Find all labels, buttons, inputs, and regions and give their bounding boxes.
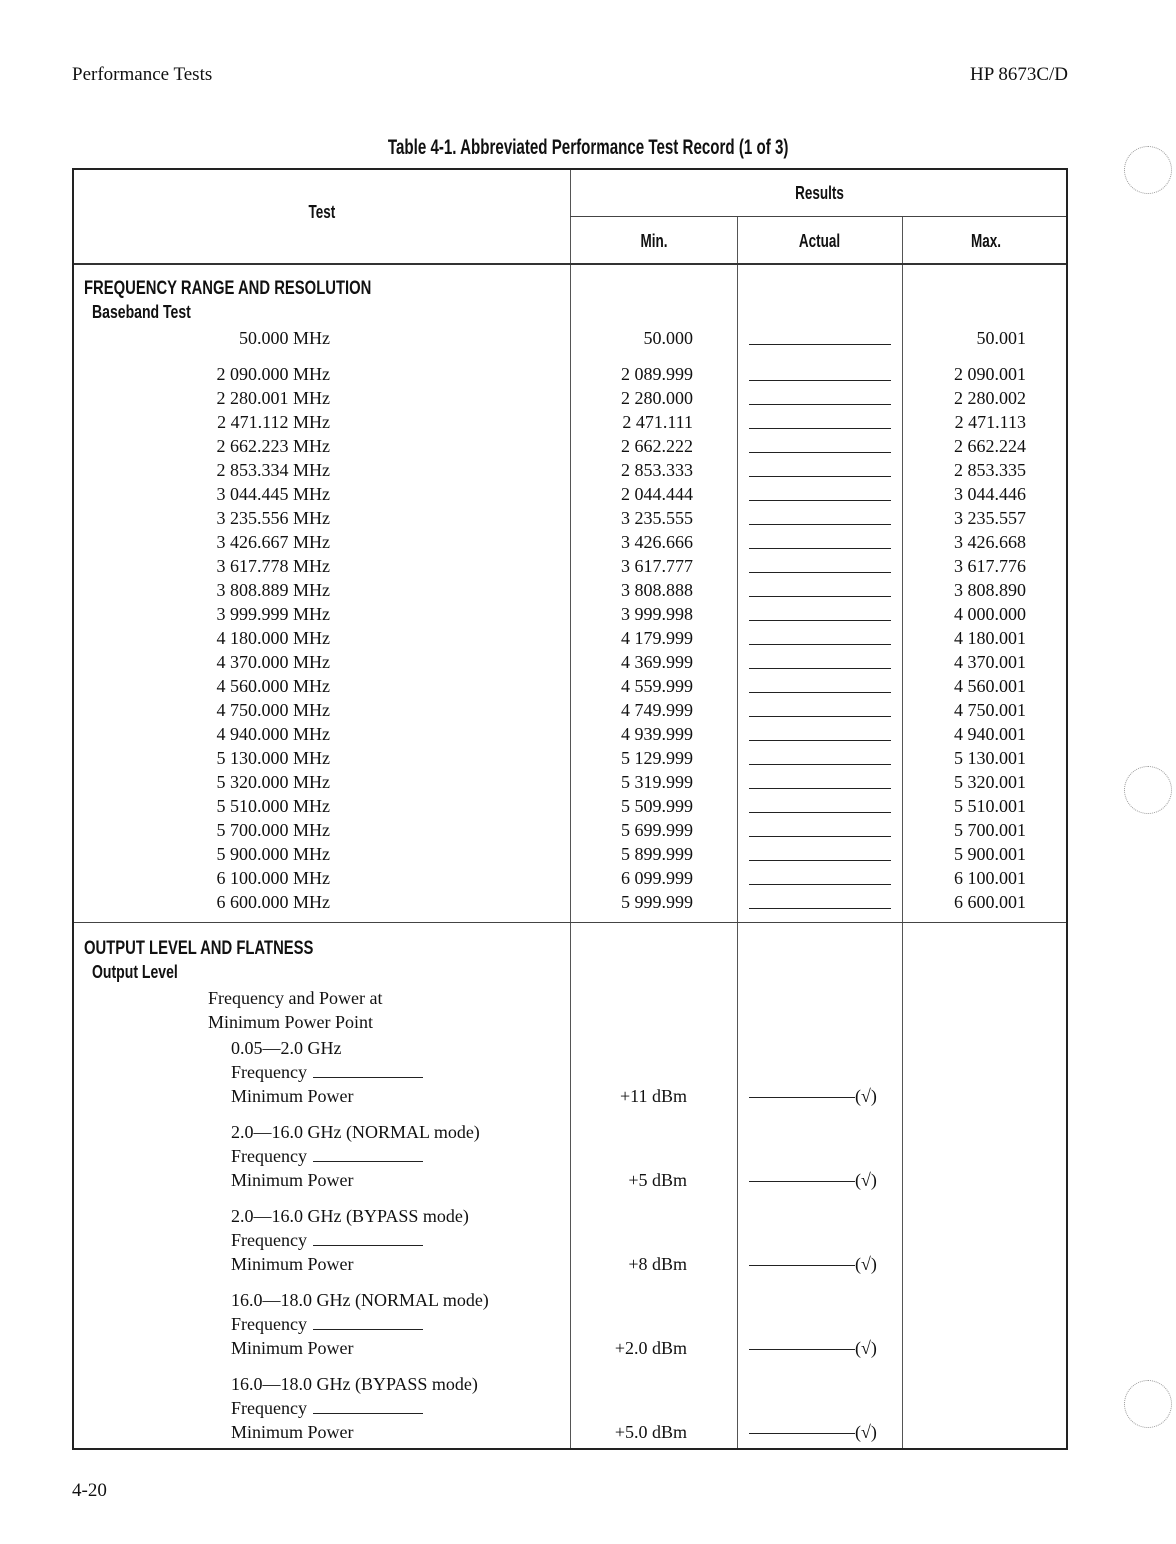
table-row bbox=[74, 868, 1066, 892]
min-value: 4 369.999 bbox=[621, 652, 693, 672]
header-min: Min. bbox=[640, 231, 667, 251]
table-title: Table 4-1. Abbreviated Performance Test Record (1 of 3) bbox=[387, 136, 789, 159]
test-frequency: 2 090.000 MHz bbox=[216, 364, 330, 384]
actual-entry-field[interactable] bbox=[749, 716, 891, 717]
test-frequency: 4 560.000 MHz bbox=[216, 676, 330, 696]
actual-entry-field[interactable] bbox=[749, 524, 891, 525]
table-row bbox=[74, 556, 1066, 580]
min-power-value: +11 dBm bbox=[620, 1086, 687, 1106]
test-frequency: 2 471.112 MHz bbox=[217, 412, 330, 432]
min-value: 2 280.000 bbox=[621, 388, 693, 408]
actual-entry-field[interactable] bbox=[749, 572, 891, 573]
table-row bbox=[74, 484, 1066, 508]
subsection-title: Baseband Test bbox=[92, 302, 191, 322]
max-value: 3 235.557 bbox=[954, 508, 1026, 528]
section-title: FREQUENCY RANGE AND RESOLUTION bbox=[84, 278, 372, 299]
max-value: 2 471.113 bbox=[954, 412, 1026, 432]
table-row bbox=[74, 844, 1066, 868]
test-frequency: 5 320.000 MHz bbox=[216, 772, 330, 792]
actual-entry-field[interactable] bbox=[749, 884, 891, 885]
table-row bbox=[74, 532, 1066, 556]
table-row bbox=[74, 652, 1066, 676]
actual-entry-field[interactable] bbox=[749, 692, 891, 693]
table-row bbox=[74, 724, 1066, 748]
test-frequency: 4 750.000 MHz bbox=[216, 700, 330, 720]
actual-entry-field[interactable] bbox=[749, 428, 891, 429]
max-value: 5 510.001 bbox=[954, 796, 1026, 816]
test-frequency: 5 700.000 MHz bbox=[216, 820, 330, 840]
band-range: 2.0—16.0 GHz (BYPASS mode) bbox=[231, 1206, 469, 1226]
min-value: 3 617.777 bbox=[621, 556, 693, 576]
section-divider bbox=[74, 922, 1066, 923]
table-row bbox=[74, 748, 1066, 772]
frequency-entry bbox=[231, 1314, 423, 1335]
test-frequency: 3 617.778 MHz bbox=[216, 556, 330, 576]
table-row bbox=[74, 460, 1066, 484]
max-value: 4 940.001 bbox=[954, 724, 1026, 744]
max-value: 6 600.001 bbox=[954, 892, 1026, 912]
frequency-entry-field[interactable] bbox=[313, 1412, 423, 1414]
min-value: 5 699.999 bbox=[621, 820, 693, 840]
max-value: 3 808.890 bbox=[954, 580, 1026, 600]
max-value: 2 662.224 bbox=[954, 436, 1026, 456]
actual-entry-field[interactable] bbox=[749, 452, 891, 453]
test-frequency: 4 940.000 MHz bbox=[216, 724, 330, 744]
check-mark-icon: (√) bbox=[855, 1086, 877, 1106]
actual-entry-field[interactable] bbox=[749, 860, 891, 861]
frequency-entry-field[interactable] bbox=[313, 1076, 423, 1078]
performance-test-record-table bbox=[72, 168, 1068, 1450]
actual-entry-field[interactable] bbox=[749, 788, 891, 789]
max-value: 2 280.002 bbox=[954, 388, 1026, 408]
max-value: 2 090.001 bbox=[954, 364, 1026, 384]
min-value: 4 179.999 bbox=[621, 628, 693, 648]
header-actual: Actual bbox=[798, 231, 841, 251]
min-power-label: Minimum Power bbox=[231, 1422, 354, 1442]
frequency-label: Frequency bbox=[231, 1062, 307, 1082]
punch-hole-mark bbox=[1124, 1380, 1172, 1428]
actual-entry-field[interactable] bbox=[749, 548, 891, 549]
table-row bbox=[74, 604, 1066, 628]
max-value: 4 750.001 bbox=[954, 700, 1026, 720]
frequency-label: Frequency bbox=[231, 1314, 307, 1334]
min-power-value: +5 dBm bbox=[628, 1170, 687, 1190]
actual-entry-field[interactable] bbox=[749, 764, 891, 765]
min-value: 4 559.999 bbox=[621, 676, 693, 696]
min-value: 2 662.222 bbox=[621, 436, 693, 456]
check-mark-icon: (√) bbox=[855, 1170, 877, 1190]
max-value: 4 180.001 bbox=[954, 628, 1026, 648]
frequency-entry bbox=[231, 1230, 423, 1251]
table-row bbox=[74, 412, 1066, 436]
band-range: 16.0—18.0 GHz (NORMAL mode) bbox=[231, 1290, 489, 1310]
min-value: 4 939.999 bbox=[621, 724, 693, 744]
max-value: 5 320.001 bbox=[954, 772, 1026, 792]
max-value: 4 370.001 bbox=[954, 652, 1026, 672]
max-value: 4 000.000 bbox=[954, 604, 1026, 624]
actual-check-entry bbox=[749, 1338, 877, 1359]
check-mark-icon: (√) bbox=[855, 1338, 877, 1358]
test-frequency: 3 235.556 MHz bbox=[216, 508, 330, 528]
test-frequency: 3 999.999 MHz bbox=[216, 604, 330, 624]
table-row bbox=[74, 628, 1066, 652]
section-title: OUTPUT LEVEL AND FLATNESS bbox=[84, 938, 314, 959]
frequency-entry bbox=[231, 1062, 423, 1083]
table-row bbox=[74, 508, 1066, 532]
min-value: 5 319.999 bbox=[621, 772, 693, 792]
actual-check-entry bbox=[749, 1086, 877, 1107]
actual-entry-field[interactable] bbox=[749, 344, 891, 345]
max-value: 4 560.001 bbox=[954, 676, 1026, 696]
actual-entry-field[interactable] bbox=[749, 1096, 855, 1098]
test-frequency: 4 180.000 MHz bbox=[216, 628, 330, 648]
min-value: 2 471.111 bbox=[622, 412, 693, 432]
frequency-entry-field[interactable] bbox=[313, 1160, 423, 1162]
table-row bbox=[74, 388, 1066, 412]
test-frequency: 4 370.000 MHz bbox=[216, 652, 330, 672]
test-frequency: 2 280.001 MHz bbox=[216, 388, 330, 408]
subsection-title: Output Level bbox=[92, 962, 178, 982]
min-value: 3 235.555 bbox=[621, 508, 693, 528]
min-value: 2 044.444 bbox=[621, 484, 693, 504]
min-power-label: Minimum Power bbox=[231, 1338, 354, 1358]
table-row bbox=[74, 580, 1066, 604]
check-mark-icon: (√) bbox=[855, 1422, 877, 1442]
min-value: 50.000 bbox=[643, 328, 693, 348]
max-value: 3 617.776 bbox=[954, 556, 1026, 576]
table-row bbox=[74, 820, 1066, 844]
max-value: 5 700.001 bbox=[954, 820, 1026, 840]
actual-entry-field[interactable] bbox=[749, 644, 891, 645]
header-bottom-rule bbox=[74, 263, 1066, 265]
min-value: 5 999.999 bbox=[621, 892, 693, 912]
min-power-value: +8 dBm bbox=[628, 1254, 687, 1274]
check-mark-icon: (√) bbox=[855, 1254, 877, 1274]
min-power-label: Minimum Power bbox=[231, 1170, 354, 1190]
output-level-intro: Frequency and Power at bbox=[208, 988, 383, 1008]
actual-entry-field[interactable] bbox=[749, 836, 891, 837]
min-value: 3 426.666 bbox=[621, 532, 693, 552]
test-frequency: 2 853.334 MHz bbox=[216, 460, 330, 480]
running-header-left: Performance Tests bbox=[72, 64, 213, 85]
actual-entry-field[interactable] bbox=[749, 500, 891, 501]
actual-entry-field[interactable] bbox=[749, 740, 891, 741]
min-value: 5 129.999 bbox=[621, 748, 693, 768]
actual-entry-field[interactable] bbox=[749, 1348, 855, 1350]
test-frequency: 50.000 MHz bbox=[239, 328, 330, 348]
max-value: 5 130.001 bbox=[954, 748, 1026, 768]
frequency-label: Frequency bbox=[231, 1398, 307, 1418]
max-value: 2 853.335 bbox=[954, 460, 1026, 480]
max-value: 5 900.001 bbox=[954, 844, 1026, 864]
min-value: 5 509.999 bbox=[621, 796, 693, 816]
band-range: 16.0—18.0 GHz (BYPASS mode) bbox=[231, 1374, 478, 1394]
header-test: Test bbox=[308, 202, 336, 222]
table-row bbox=[74, 892, 1066, 916]
actual-check-entry bbox=[749, 1422, 877, 1443]
frequency-label: Frequency bbox=[231, 1146, 307, 1166]
punch-hole-mark bbox=[1124, 766, 1172, 814]
band-range: 0.05—2.0 GHz bbox=[231, 1038, 342, 1058]
actual-entry-field[interactable] bbox=[749, 812, 891, 813]
actual-entry-field[interactable] bbox=[749, 908, 891, 909]
test-frequency: 3 808.889 MHz bbox=[216, 580, 330, 600]
actual-entry-field[interactable] bbox=[749, 1264, 855, 1266]
min-power-label: Minimum Power bbox=[231, 1254, 354, 1274]
frequency-label: Frequency bbox=[231, 1230, 307, 1250]
actual-entry-field[interactable] bbox=[749, 476, 891, 477]
band-range: 2.0—16.0 GHz (NORMAL mode) bbox=[231, 1122, 480, 1142]
min-power-label: Minimum Power bbox=[231, 1086, 354, 1106]
table-row bbox=[74, 796, 1066, 820]
min-power-value: +5.0 dBm bbox=[614, 1422, 687, 1442]
test-frequency: 2 662.223 MHz bbox=[216, 436, 330, 456]
output-level-intro: Minimum Power Point bbox=[208, 1012, 374, 1032]
max-value: 3 044.446 bbox=[954, 484, 1026, 504]
actual-entry-field[interactable] bbox=[749, 596, 891, 597]
min-value: 3 808.888 bbox=[621, 580, 693, 600]
table-row bbox=[74, 772, 1066, 796]
actual-entry-field[interactable] bbox=[749, 1432, 855, 1434]
max-value: 3 426.668 bbox=[954, 532, 1026, 552]
max-value: 50.001 bbox=[976, 328, 1026, 348]
actual-check-entry bbox=[749, 1254, 877, 1275]
actual-entry-field[interactable] bbox=[749, 380, 891, 381]
min-value: 5 899.999 bbox=[621, 844, 693, 864]
max-value: 6 100.001 bbox=[954, 868, 1026, 888]
min-power-value: +2.0 dBm bbox=[614, 1338, 687, 1358]
header-max: Max. bbox=[970, 231, 1002, 251]
running-header-right: HP 8673C/D bbox=[969, 64, 1068, 85]
min-value: 6 099.999 bbox=[621, 868, 693, 888]
test-frequency: 3 044.445 MHz bbox=[216, 484, 330, 504]
test-frequency: 6 100.000 MHz bbox=[216, 868, 330, 888]
actual-entry-field[interactable] bbox=[749, 1180, 855, 1182]
test-frequency: 5 900.000 MHz bbox=[216, 844, 330, 864]
table-row bbox=[74, 436, 1066, 460]
frequency-entry bbox=[231, 1146, 423, 1167]
table-row bbox=[74, 328, 1066, 352]
table-row bbox=[74, 700, 1066, 724]
actual-check-entry bbox=[749, 1170, 877, 1191]
header-results: Results bbox=[795, 183, 845, 203]
actual-entry-field[interactable] bbox=[749, 668, 891, 669]
header-divider bbox=[570, 216, 1066, 217]
page-number: 4-20 bbox=[72, 1480, 107, 1501]
frequency-entry-field[interactable] bbox=[313, 1328, 423, 1330]
test-frequency: 6 600.000 MHz bbox=[216, 892, 330, 912]
frequency-entry-field[interactable] bbox=[313, 1244, 423, 1246]
test-frequency: 3 426.667 MHz bbox=[216, 532, 330, 552]
min-value: 4 749.999 bbox=[621, 700, 693, 720]
test-frequency: 5 510.000 MHz bbox=[216, 796, 330, 816]
actual-entry-field[interactable] bbox=[749, 620, 891, 621]
min-value: 2 853.333 bbox=[621, 460, 693, 480]
frequency-entry bbox=[231, 1398, 423, 1419]
test-frequency: 5 130.000 MHz bbox=[216, 748, 330, 768]
actual-entry-field[interactable] bbox=[749, 404, 891, 405]
min-value: 2 089.999 bbox=[621, 364, 693, 384]
min-value: 3 999.998 bbox=[621, 604, 693, 624]
table-row bbox=[74, 364, 1066, 388]
table-row bbox=[74, 676, 1066, 700]
